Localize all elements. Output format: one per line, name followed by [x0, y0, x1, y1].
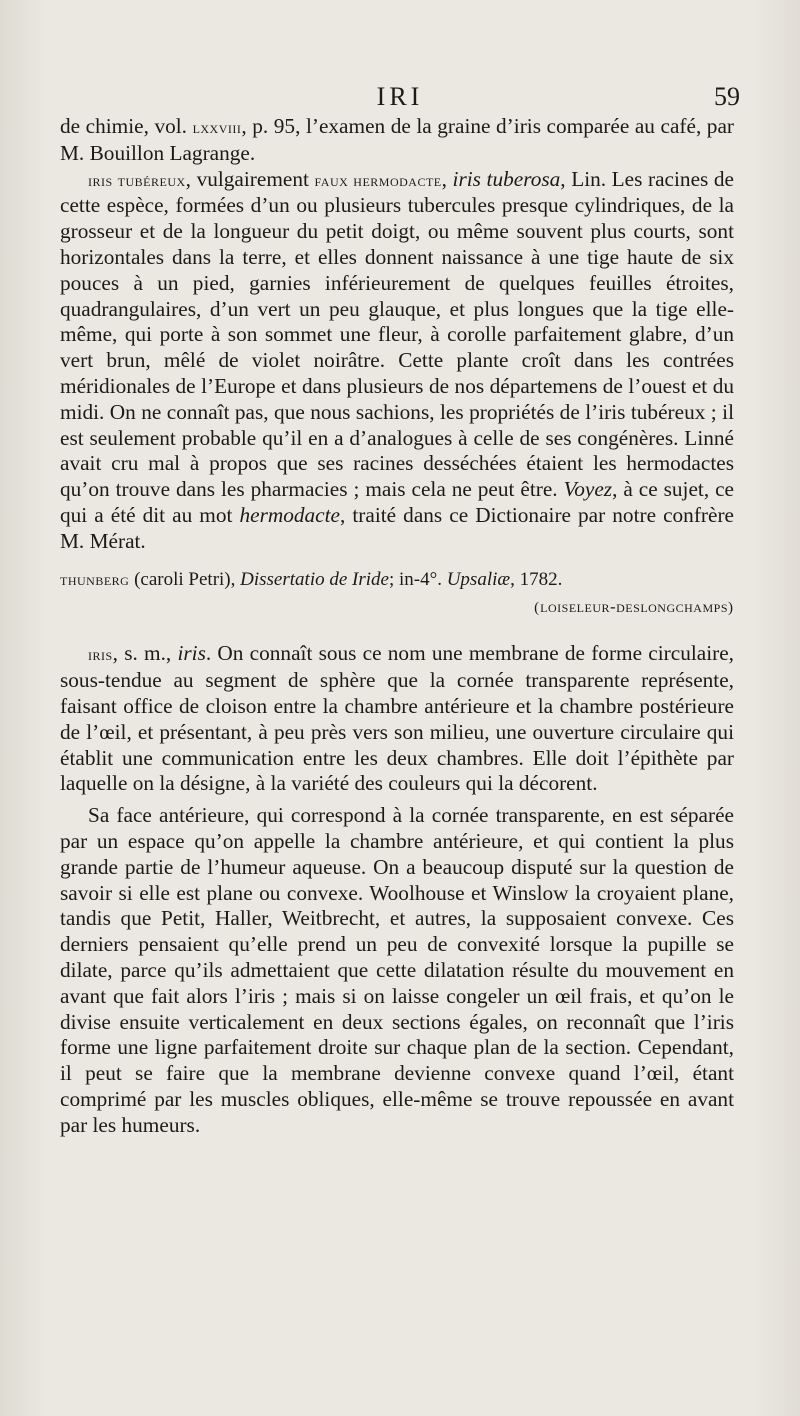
- text-segment: , Lin. Les racines de cette espèce, formées d’un ou plusieurs tubercules presque cylindriques, de la grosseur et de la longueur du petit doigt, ou même souvent plus courts, sont horizontales dans la terre, et elles donnent naissance à une tige haute de six pouces à un pied, garnies inférieurement de quelques feuilles étroites, quadrangulaires, d’un vert un peu glauque, et plus longues que la tige elle-même, qui porte à son sommet une fleur, à corolle parfaitement glabre, d’un vert brun, mêlé de violet noirâtre. Cette plante croît dans les contrées méridionales de l’Europe et dans plusieurs de nos départemens de l’ouest et du midi. On ne connaît pas, que nous sachions, les propriétés de l’iris tubéreux ; il est seulement probable qu’il en a d’analogues à celle de ses congénères. Linné avait cru mal à propos que ses racines desséchées étaient les hermodactes qu’on trouve dans les pharmacies ; mais cela ne peut être.: [60, 166, 734, 502]
- running-head: IRI: [376, 82, 424, 111]
- author-signature: [60, 594, 734, 622]
- text-segment: iris tubéreux: [88, 170, 186, 190]
- text-segment: Dissertatio de Iride: [240, 568, 389, 590]
- text-segment: Voyez: [563, 477, 613, 502]
- text-segment: faux hermodacte: [314, 170, 442, 190]
- text-segment: (caroli Petri),: [129, 568, 241, 590]
- text-segment: hermodacte: [239, 502, 341, 527]
- text-segment: iris tuberosa: [452, 166, 561, 191]
- page-header: [60, 82, 740, 118]
- text-segment: loiseleur-deslongchamps: [540, 596, 728, 616]
- paragraph-chimie-reference: [60, 114, 734, 167]
- text-segment: , vulgairement: [185, 166, 315, 191]
- text-segment: Upsaliæ: [446, 568, 511, 590]
- text-segment: iris: [88, 645, 113, 665]
- text-segment: , 1782.: [510, 568, 563, 590]
- text-segment: ): [728, 599, 734, 616]
- page-number: 59: [714, 82, 740, 111]
- paragraph-iris-definition: [60, 641, 734, 797]
- text-segment: . On connaît sous ce nom une membrane de forme circulaire, sous-tendue au segment de sphère que la cornée transparente représente, faisant office de cloison entre la chambre antérieure et la chambre postérieure de l’œil, et présentant, à peu près vers son milieu, une ouverture circulaire qui établit une communication entre les deux chambres. Elle doit l’épithète par laquelle on la désigne, à la variété des couleurs qui la décorent.: [60, 641, 735, 796]
- text-segment: lxxviii: [192, 118, 242, 137]
- text-segment: , traité dans ce Dictionaire par notre confrère M. Mérat.: [60, 502, 734, 553]
- text-segment: , s. m.,: [112, 641, 178, 666]
- text-segment: , p. 95, l’examen de la graine d’iris comparée au café, par M. Bouillon Lagrange.: [60, 114, 735, 165]
- text-segment: , à ce sujet, ce qui a été dit au mot: [60, 477, 734, 527]
- text-segment: (: [534, 599, 541, 616]
- text-segment: ; in-4°.: [388, 568, 447, 590]
- text-segment: ,: [441, 166, 453, 191]
- text-segment: de chimie, vol.: [60, 114, 193, 138]
- text-segment: Sa face antérieure, qui correspond à la cornée transparente, en est séparée par un espace qu’on appelle la chambre antérieure, et qui contient la plus grande partie de l’humeur aqueuse. On a beaucoup disputé sur la question de savoir si elle est plane ou convexe. Woolhouse et Winslow la croyaient plane, tandis que Petit, Haller, Weitbrecht, et autres, la supposaient convexe. Ces derniers pensaient qu’elle prend un peu de convexité lorsque la pupille se dilate, parce qu’ils admettaient que cette dilatation résulte du mouvement en avant que fait alors l’iris ; mais si on laisse congeler un œil frais, et qu’on le divise ensuite verticalement en deux sections égales, on reconnaît que l’iris forme une ligne parfaitement droite sur chaque plan de la section. Cependant, il peut se faire que la membrane devienne convexe quand l’œil, étant comprimé par les muscles obliques, elle-même se trouve repoussée en avant par les humeurs.: [60, 803, 734, 1137]
- text-segment: thunberg: [60, 569, 130, 589]
- text-segment: iris: [177, 641, 206, 666]
- bibliography-entry: [60, 567, 734, 592]
- paragraph-face-anterieure: [60, 803, 734, 1138]
- body-text: [60, 114, 734, 1138]
- paragraph-iris-tubereux: [60, 167, 734, 555]
